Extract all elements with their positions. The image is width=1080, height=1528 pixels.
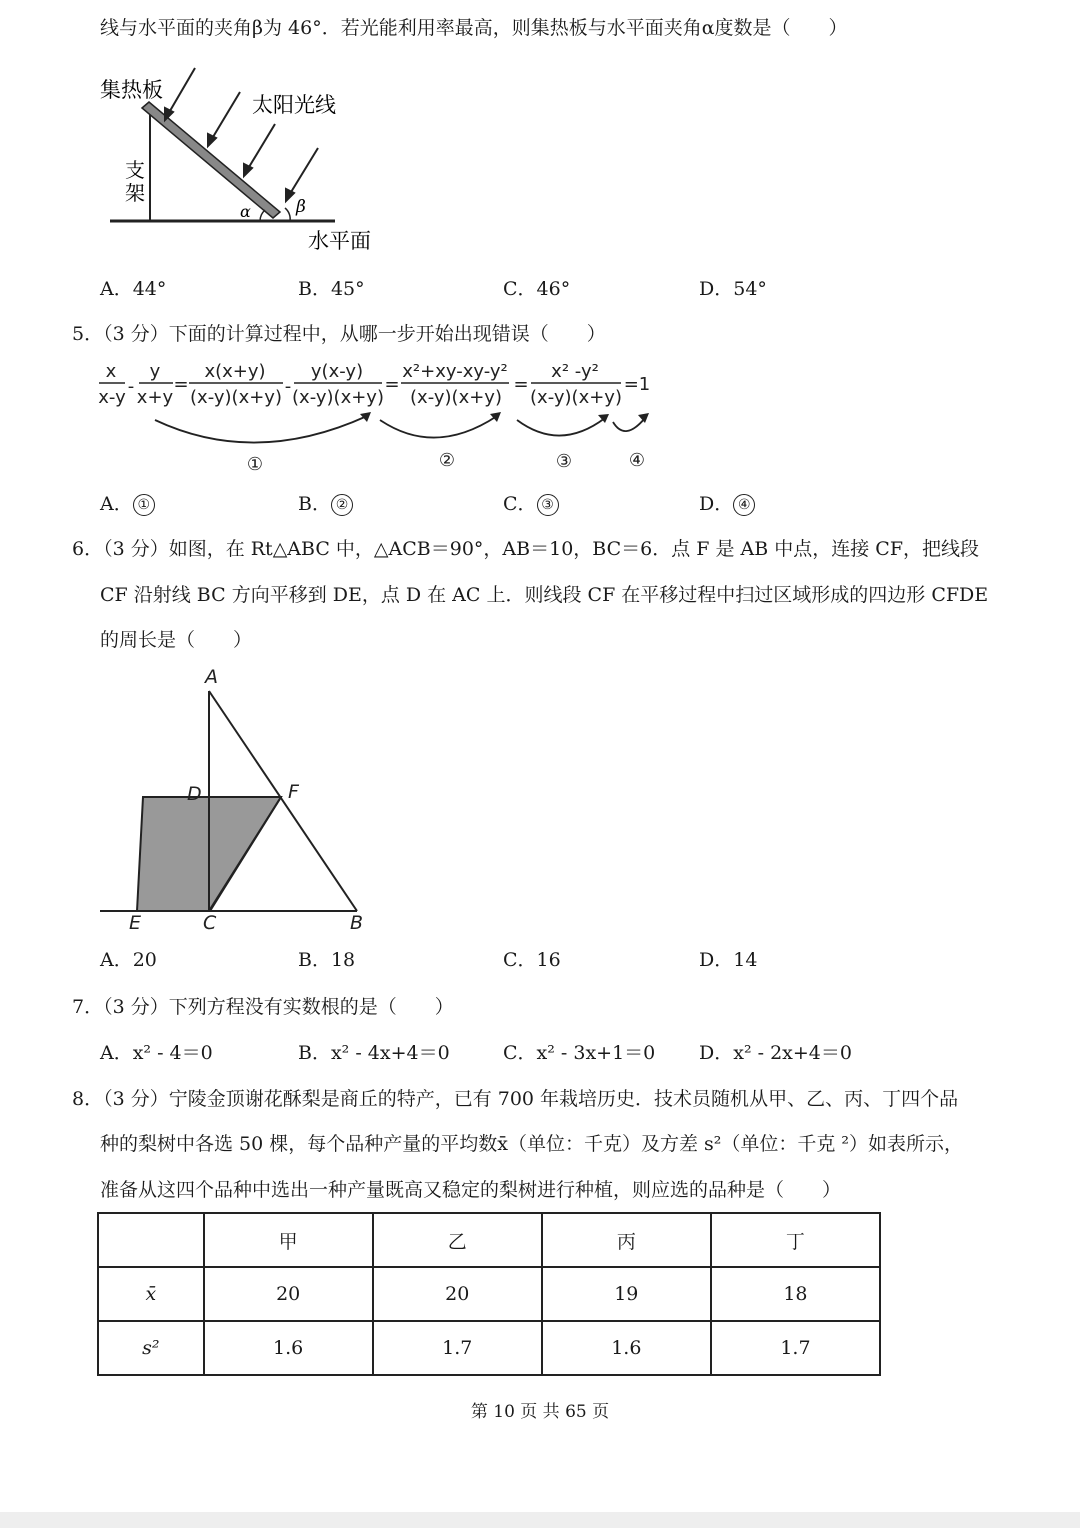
step-2-label: ② <box>438 450 456 471</box>
svg-text:(x-y)(x+y): (x-y)(x+y) <box>410 387 502 408</box>
svg-text:(x-y)(x+y): (x-y)(x+y) <box>530 387 622 408</box>
q6-stem-line-3: 的周长是（ ） <box>100 629 253 651</box>
q4-option-c[interactable]: C．46° <box>503 278 571 300</box>
svg-text:(x-y)(x+y): (x-y)(x+y) <box>190 387 282 408</box>
q6-stem-line-2: CF 沿射线 BC 方向平移到 DE，点 D 在 AC 上．则线段 CF 在平移过程中扫过区域形成的四边形 CFDE <box>100 584 989 606</box>
table-header-cell: 丙 <box>542 1213 711 1267</box>
q6-option-a[interactable]: A．20 <box>100 949 157 971</box>
q5-option-c[interactable]: C． ③ <box>503 492 559 516</box>
q4-option-d[interactable]: D．54° <box>699 278 767 300</box>
q7-option-d[interactable]: D．x² - 2x+4＝0 <box>699 1042 852 1064</box>
table-cell: x̄ <box>98 1267 204 1321</box>
q6-option-b[interactable]: B．18 <box>298 949 356 971</box>
q5-option-d[interactable]: D． ④ <box>699 492 755 516</box>
q5-stem: 5．（3 分）下面的计算过程中，从哪一步开始出现错误（ ） <box>72 323 606 345</box>
table-header-cell <box>98 1213 204 1267</box>
q5-option-a-value: ① <box>133 494 155 516</box>
svg-text:y: y <box>149 361 161 382</box>
q4-option-a[interactable]: A．44° <box>100 278 167 300</box>
svg-text:-: - <box>127 376 135 397</box>
q8-stem-line-3: 准备从这四个品种中选出一种产量既高又稳定的梨树进行种植，则应选的品种是（ ） <box>100 1179 842 1201</box>
q6-triangle-figure <box>95 665 385 935</box>
point-B: B <box>350 912 364 934</box>
page-footer: 第 10 页 共 65 页 <box>470 1402 610 1422</box>
q7-option-b[interactable]: B．x² - 4x+4＝0 <box>298 1042 450 1064</box>
step-1-label: ① <box>246 454 264 475</box>
q4-option-b[interactable]: B．45° <box>298 278 365 300</box>
label-sunlight: 太阳光线 <box>252 93 336 117</box>
svg-text:x: x <box>105 361 117 382</box>
svg-text:(x-y)(x+y): (x-y)(x+y) <box>292 387 384 408</box>
q5-option-a[interactable]: A． ① <box>100 492 155 516</box>
svg-text:y(x-y): y(x-y) <box>310 361 364 382</box>
q8-data-table <box>97 1212 881 1376</box>
label-alpha: α <box>240 202 251 221</box>
step-4-label: ④ <box>628 450 646 471</box>
q6-option-c[interactable]: C．16 <box>503 949 561 971</box>
label-support: 支 <box>125 158 145 182</box>
point-D: D <box>187 783 202 805</box>
svg-text:=: = <box>173 374 189 395</box>
q5-option-b-value: ② <box>331 494 353 516</box>
q7-option-a[interactable]: A．x² - 4＝0 <box>100 1042 213 1064</box>
q7-stem: 7．（3 分）下列方程没有实数根的是（ ） <box>72 996 454 1018</box>
label-ground: 水平面 <box>308 229 371 253</box>
table-header-row <box>98 1213 880 1267</box>
table-cell: 1.6 <box>542 1321 711 1375</box>
q8-stem-line-1: 8．（3 分）宁陵金顶谢花酥梨是商丘的特产，已有 700 年栽培历史．技术员随机从甲、乙、丙、丁四个品 <box>72 1088 959 1110</box>
q6-stem-line-1: 6．（3 分）如图，在 Rt△ABC 中，△ACB＝90°，AB＝10，BC＝6．点 F 是 AB 中点，连接 CF，把线段 <box>72 538 980 560</box>
q5-option-d-value: ④ <box>733 494 755 516</box>
svg-text:x+y: x+y <box>136 387 174 408</box>
table-cell: 19 <box>542 1267 711 1321</box>
point-A: A <box>205 666 218 688</box>
point-F: F <box>288 781 299 803</box>
collector-panel <box>142 102 280 218</box>
q8-stem-line-2: 种的梨树中各选 50 棵，每个品种产量的平均数x̄（单位：千克）及方差 s²（单位：千克 ²）如表所示， <box>100 1133 964 1155</box>
q5-formula-figure <box>95 352 660 482</box>
svg-text:=: = <box>384 374 400 395</box>
table-cell: 20 <box>204 1267 373 1321</box>
svg-text:=: = <box>513 374 529 395</box>
table-cell: 20 <box>373 1267 542 1321</box>
table-cell: 1.7 <box>711 1321 880 1375</box>
table-cell: s² <box>98 1321 204 1375</box>
table-row <box>98 1267 880 1321</box>
label-beta: β <box>296 197 306 217</box>
step-3-label: ③ <box>555 451 573 472</box>
q5-option-b[interactable]: B． ② <box>298 492 353 516</box>
q4-stem-line: 线与水平面的夹角β为 46°．若光能利用率最高，则集热板与水平面夹角α度数是（ ） <box>100 17 848 39</box>
q6-option-d[interactable]: D．14 <box>699 949 758 971</box>
q5-option-c-value: ③ <box>537 494 559 516</box>
table-cell: 1.6 <box>204 1321 373 1375</box>
svg-text:架: 架 <box>125 181 145 205</box>
table-row <box>98 1321 880 1375</box>
q4-solar-figure <box>95 60 395 260</box>
q7-option-c[interactable]: C．x² - 3x+1＝0 <box>503 1042 656 1064</box>
point-E: E <box>129 912 142 934</box>
svg-text:x-y: x-y <box>98 387 126 408</box>
svg-text:x(x+y): x(x+y) <box>204 361 266 382</box>
table-cell: 18 <box>711 1267 880 1321</box>
svg-text:-: - <box>284 376 292 397</box>
svg-text:x²+xy-xy-y²: x²+xy-xy-y² <box>402 361 508 382</box>
svg-text:x² -y²: x² -y² <box>551 361 599 382</box>
table-cell: 1.7 <box>373 1321 542 1375</box>
table-header-cell: 乙 <box>373 1213 542 1267</box>
label-collector: 集热板 <box>100 78 163 102</box>
bottom-scroll-bar[interactable] <box>0 1512 1080 1528</box>
svg-text:=1: =1 <box>623 374 651 395</box>
table-header-cell: 甲 <box>204 1213 373 1267</box>
table-header-cell: 丁 <box>711 1213 880 1267</box>
point-C: C <box>203 912 217 934</box>
